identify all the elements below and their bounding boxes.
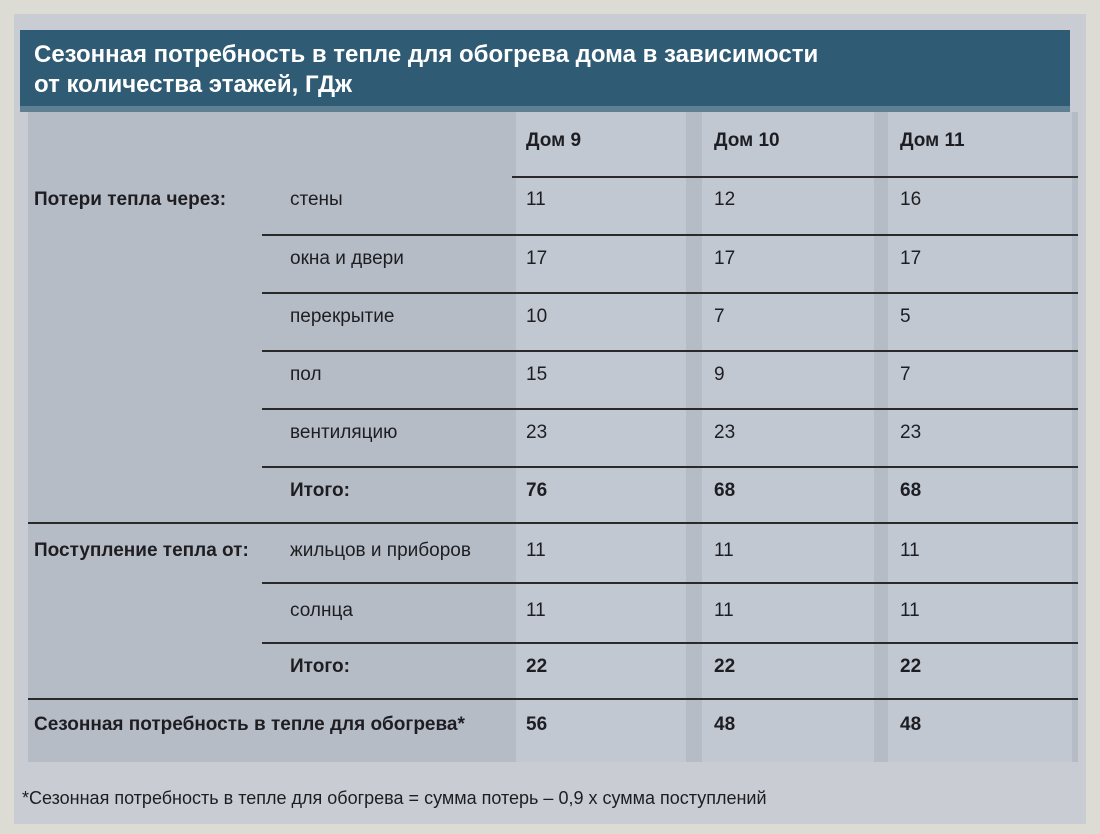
value-dom9: 23 [526, 422, 548, 443]
value-dom11: 16 [900, 189, 922, 210]
total-dom10: 68 [714, 480, 736, 501]
value-dom10: 11 [714, 540, 734, 561]
value-dom11: 23 [900, 422, 922, 443]
table-row-total [28, 644, 1078, 684]
value-dom11: 11 [900, 600, 920, 621]
total-dom9: 76 [526, 480, 548, 501]
table-row-total [28, 468, 1078, 508]
value-dom11: 5 [900, 306, 911, 327]
table-row [28, 177, 1078, 217]
value-dom11: 7 [900, 364, 911, 385]
table-row [28, 588, 1078, 628]
table-title [20, 30, 1070, 106]
total-dom9: 22 [526, 656, 548, 677]
row-label: стены [290, 189, 343, 210]
table-row [28, 410, 1078, 450]
row-label: окна и двери [290, 248, 404, 269]
row-label: жильцов и приборов [290, 540, 471, 561]
row-label: вентиляцию [290, 422, 398, 443]
gains-section-label: Поступление тепла от: [34, 540, 249, 561]
table-row-seasonal [28, 702, 1078, 742]
column-header-dom11: Дом 11 [900, 130, 965, 151]
seasonal-dom10: 48 [714, 714, 736, 735]
value-dom10: 7 [714, 306, 725, 327]
title-line-2: от количества этажей, ГДж [34, 71, 353, 98]
table-row [28, 236, 1078, 276]
total-dom11: 22 [900, 656, 922, 677]
value-dom9: 15 [526, 364, 548, 385]
footnote: *Сезонная потребность в тепле для обогрева = сумма потерь – 0,9 х сумма поступлений [22, 788, 767, 808]
seasonal-label: Сезонная потребность в тепле для обогрева* [34, 714, 465, 735]
value-dom11: 11 [900, 540, 920, 561]
table-row [28, 528, 1078, 568]
total-dom10: 22 [714, 656, 736, 677]
value-dom9: 10 [526, 306, 548, 327]
total-dom11: 68 [900, 480, 922, 501]
value-dom10: 9 [714, 364, 725, 385]
value-dom10: 11 [714, 600, 734, 621]
value-dom9: 17 [526, 248, 548, 269]
seasonal-dom9: 56 [526, 714, 548, 735]
header-row [28, 118, 1078, 158]
value-dom9: 11 [526, 189, 546, 210]
column-header-dom10: Дом 10 [714, 130, 780, 151]
column-header-dom9: Дом 9 [526, 130, 582, 151]
total-label: Итого: [290, 480, 350, 501]
divider [262, 582, 1078, 584]
value-dom10: 12 [714, 189, 736, 210]
table-row [28, 294, 1078, 334]
seasonal-dom11: 48 [900, 714, 922, 735]
table-row [28, 352, 1078, 392]
section-divider [28, 698, 1078, 700]
value-dom10: 23 [714, 422, 736, 443]
section-divider [28, 522, 1078, 524]
losses-section-label: Потери тепла через: [34, 189, 227, 210]
value-dom11: 17 [900, 248, 922, 269]
row-label: солнца [290, 600, 353, 621]
row-label: перекрытие [290, 306, 395, 327]
total-label: Итого: [290, 656, 350, 677]
value-dom10: 17 [714, 248, 736, 269]
title-line-1: Сезонная потребность в тепле для обогрева дома в зависимости [34, 41, 819, 68]
value-dom9: 11 [526, 540, 546, 561]
row-label: пол [290, 364, 322, 385]
value-dom9: 11 [526, 600, 546, 621]
